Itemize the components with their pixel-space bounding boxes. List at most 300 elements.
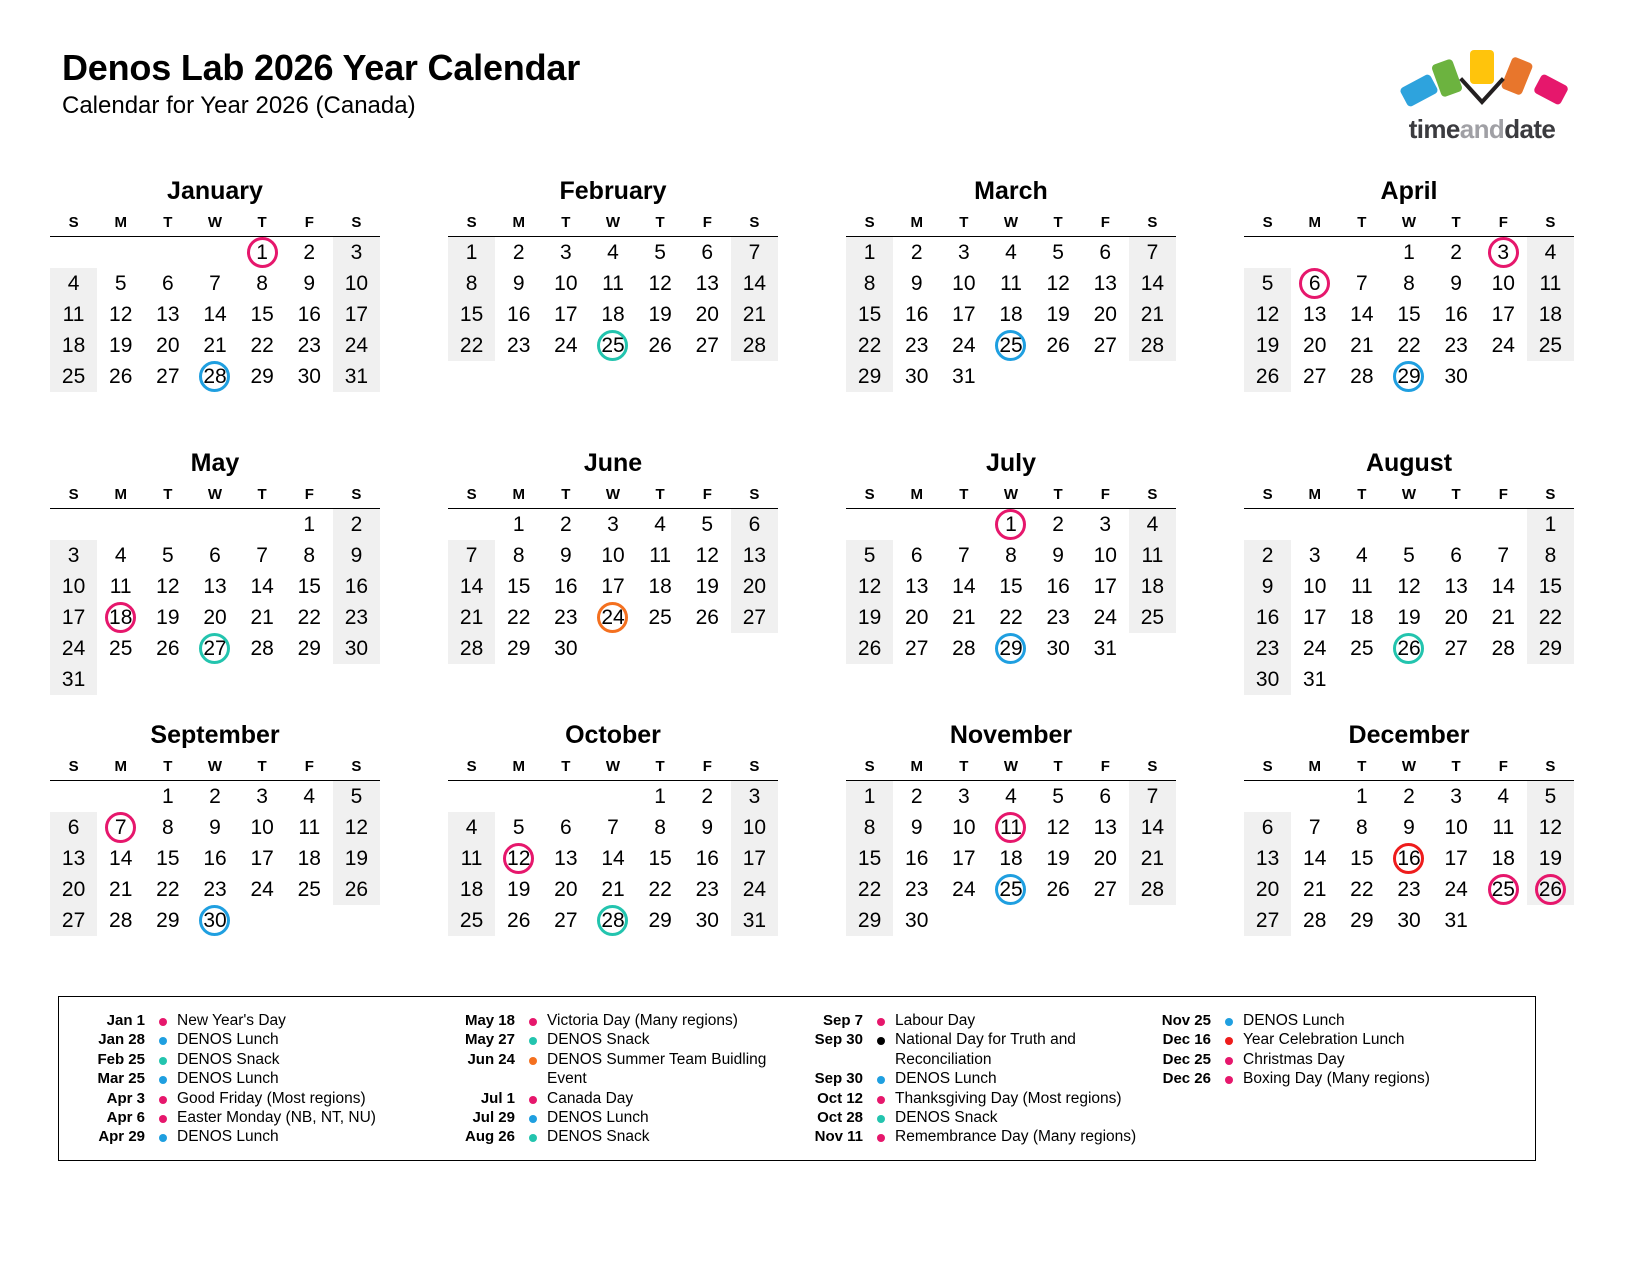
day-cell[interactable]	[191, 571, 238, 602]
day-cell[interactable]	[684, 905, 731, 936]
day-cell[interactable]	[495, 236, 542, 268]
day-cell[interactable]	[893, 361, 940, 392]
day-cell[interactable]	[1433, 330, 1480, 361]
day-cell[interactable]	[1433, 299, 1480, 330]
day-cell[interactable]	[1291, 905, 1338, 936]
day-cell[interactable]	[97, 299, 144, 330]
day-cell[interactable]	[589, 268, 636, 299]
day-cell[interactable]	[495, 602, 542, 633]
legend-item[interactable]	[799, 1089, 1147, 1108]
day-cell[interactable]	[637, 268, 684, 299]
day-cell[interactable]	[940, 540, 987, 571]
day-cell[interactable]	[1527, 236, 1574, 268]
day-cell[interactable]	[286, 540, 333, 571]
day-cell[interactable]	[50, 540, 97, 571]
day-cell[interactable]	[1385, 874, 1432, 905]
day-cell[interactable]	[286, 812, 333, 843]
day-cell[interactable]	[448, 540, 495, 571]
legend-item[interactable]	[799, 1011, 1147, 1030]
day-cell[interactable]	[1291, 812, 1338, 843]
day-cell[interactable]	[589, 540, 636, 571]
day-cell[interactable]	[97, 843, 144, 874]
day-cell[interactable]	[448, 874, 495, 905]
day-cell[interactable]	[97, 330, 144, 361]
day-cell[interactable]	[893, 299, 940, 330]
day-cell[interactable]	[1385, 361, 1432, 392]
day-cell[interactable]	[846, 361, 893, 392]
day-cell[interactable]	[589, 299, 636, 330]
day-cell[interactable]	[987, 299, 1034, 330]
day-cell[interactable]	[1035, 780, 1082, 812]
day-cell[interactable]	[846, 602, 893, 633]
day-cell[interactable]	[333, 633, 380, 664]
day-cell[interactable]	[684, 780, 731, 812]
day-cell[interactable]	[589, 602, 636, 633]
day-cell[interactable]	[97, 268, 144, 299]
day-cell[interactable]	[637, 874, 684, 905]
day-cell[interactable]	[239, 780, 286, 812]
day-cell[interactable]	[144, 330, 191, 361]
day-cell[interactable]	[144, 780, 191, 812]
day-cell[interactable]	[1433, 874, 1480, 905]
day-cell[interactable]	[987, 874, 1034, 905]
day-cell[interactable]	[1480, 843, 1527, 874]
day-cell[interactable]	[286, 571, 333, 602]
day-cell[interactable]	[542, 540, 589, 571]
day-cell[interactable]	[637, 843, 684, 874]
day-cell[interactable]	[542, 299, 589, 330]
day-cell[interactable]	[1385, 571, 1432, 602]
day-cell[interactable]	[893, 780, 940, 812]
day-cell[interactable]	[940, 780, 987, 812]
day-cell[interactable]	[495, 905, 542, 936]
day-cell[interactable]	[1035, 540, 1082, 571]
day-cell[interactable]	[1480, 299, 1527, 330]
day-cell[interactable]	[940, 571, 987, 602]
day-cell[interactable]	[239, 268, 286, 299]
day-cell[interactable]	[333, 299, 380, 330]
legend-item[interactable]	[81, 1089, 451, 1108]
day-cell[interactable]	[1035, 299, 1082, 330]
day-cell[interactable]	[50, 812, 97, 843]
day-cell[interactable]	[1527, 268, 1574, 299]
day-cell[interactable]	[940, 602, 987, 633]
day-cell[interactable]	[684, 874, 731, 905]
day-cell[interactable]	[987, 268, 1034, 299]
day-cell[interactable]	[542, 874, 589, 905]
day-cell[interactable]	[940, 874, 987, 905]
day-cell[interactable]	[286, 843, 333, 874]
day-cell[interactable]	[333, 268, 380, 299]
day-cell[interactable]	[589, 508, 636, 540]
day-cell[interactable]	[333, 780, 380, 812]
day-cell[interactable]	[495, 508, 542, 540]
day-cell[interactable]	[286, 602, 333, 633]
day-cell[interactable]	[1338, 905, 1385, 936]
day-cell[interactable]	[286, 874, 333, 905]
day-cell[interactable]	[1244, 268, 1291, 299]
day-cell[interactable]	[97, 571, 144, 602]
day-cell[interactable]	[846, 236, 893, 268]
day-cell[interactable]	[1385, 602, 1432, 633]
day-cell[interactable]	[50, 330, 97, 361]
day-cell[interactable]	[731, 268, 778, 299]
day-cell[interactable]	[448, 299, 495, 330]
day-cell[interactable]	[1035, 508, 1082, 540]
legend-item[interactable]	[81, 1050, 451, 1069]
day-cell[interactable]	[987, 236, 1034, 268]
day-cell[interactable]	[144, 571, 191, 602]
day-cell[interactable]	[1082, 633, 1129, 664]
day-cell[interactable]	[239, 330, 286, 361]
day-cell[interactable]	[637, 540, 684, 571]
day-cell[interactable]	[1291, 633, 1338, 664]
legend-item[interactable]	[81, 1011, 451, 1030]
day-cell[interactable]	[50, 299, 97, 330]
day-cell[interactable]	[1035, 236, 1082, 268]
day-cell[interactable]	[448, 843, 495, 874]
day-cell[interactable]	[1385, 268, 1432, 299]
legend-item[interactable]	[81, 1108, 451, 1127]
day-cell[interactable]	[1385, 330, 1432, 361]
day-cell[interactable]	[940, 633, 987, 664]
day-cell[interactable]	[940, 236, 987, 268]
day-cell[interactable]	[1433, 361, 1480, 392]
day-cell[interactable]	[1527, 780, 1574, 812]
day-cell[interactable]	[333, 236, 380, 268]
day-cell[interactable]	[1433, 633, 1480, 664]
day-cell[interactable]	[1480, 571, 1527, 602]
day-cell[interactable]	[1129, 236, 1176, 268]
day-cell[interactable]	[1480, 236, 1527, 268]
day-cell[interactable]	[1385, 843, 1432, 874]
day-cell[interactable]	[144, 268, 191, 299]
day-cell[interactable]	[1291, 361, 1338, 392]
day-cell[interactable]	[542, 330, 589, 361]
day-cell[interactable]	[97, 633, 144, 664]
day-cell[interactable]	[1291, 874, 1338, 905]
day-cell[interactable]	[637, 905, 684, 936]
day-cell[interactable]	[1244, 843, 1291, 874]
day-cell[interactable]	[1527, 330, 1574, 361]
day-cell[interactable]	[239, 602, 286, 633]
day-cell[interactable]	[987, 843, 1034, 874]
day-cell[interactable]	[1527, 571, 1574, 602]
day-cell[interactable]	[1433, 268, 1480, 299]
day-cell[interactable]	[1338, 540, 1385, 571]
day-cell[interactable]	[637, 602, 684, 633]
day-cell[interactable]	[893, 330, 940, 361]
day-cell[interactable]	[589, 571, 636, 602]
day-cell[interactable]	[1480, 268, 1527, 299]
day-cell[interactable]	[987, 780, 1034, 812]
day-cell[interactable]	[1082, 874, 1129, 905]
day-cell[interactable]	[448, 268, 495, 299]
day-cell[interactable]	[1527, 843, 1574, 874]
day-cell[interactable]	[1480, 540, 1527, 571]
day-cell[interactable]	[684, 236, 731, 268]
day-cell[interactable]	[637, 236, 684, 268]
day-cell[interactable]	[987, 508, 1034, 540]
day-cell[interactable]	[144, 361, 191, 392]
day-cell[interactable]	[1480, 602, 1527, 633]
day-cell[interactable]	[144, 843, 191, 874]
day-cell[interactable]	[333, 361, 380, 392]
day-cell[interactable]	[286, 268, 333, 299]
day-cell[interactable]	[1433, 843, 1480, 874]
day-cell[interactable]	[1385, 780, 1432, 812]
day-cell[interactable]	[1082, 330, 1129, 361]
day-cell[interactable]	[1244, 602, 1291, 633]
day-cell[interactable]	[1035, 874, 1082, 905]
day-cell[interactable]	[448, 571, 495, 602]
legend-item[interactable]	[799, 1127, 1147, 1146]
day-cell[interactable]	[239, 812, 286, 843]
day-cell[interactable]	[1480, 633, 1527, 664]
day-cell[interactable]	[495, 874, 542, 905]
day-cell[interactable]	[286, 236, 333, 268]
day-cell[interactable]	[286, 508, 333, 540]
day-cell[interactable]	[191, 780, 238, 812]
day-cell[interactable]	[286, 633, 333, 664]
day-cell[interactable]	[893, 540, 940, 571]
day-cell[interactable]	[1527, 602, 1574, 633]
day-cell[interactable]	[1338, 330, 1385, 361]
day-cell[interactable]	[97, 874, 144, 905]
day-cell[interactable]	[1338, 780, 1385, 812]
day-cell[interactable]	[940, 812, 987, 843]
day-cell[interactable]	[1244, 664, 1291, 695]
legend-item[interactable]	[1147, 1050, 1527, 1069]
day-cell[interactable]	[542, 508, 589, 540]
legend-item[interactable]	[451, 1050, 799, 1069]
day-cell[interactable]	[637, 508, 684, 540]
day-cell[interactable]	[1338, 633, 1385, 664]
day-cell[interactable]	[191, 361, 238, 392]
day-cell[interactable]	[1433, 236, 1480, 268]
legend-item[interactable]	[799, 1030, 1147, 1049]
day-cell[interactable]	[448, 236, 495, 268]
day-cell[interactable]	[1527, 299, 1574, 330]
day-cell[interactable]	[1082, 268, 1129, 299]
legend-item[interactable]	[1147, 1011, 1527, 1030]
day-cell[interactable]	[191, 299, 238, 330]
day-cell[interactable]	[448, 602, 495, 633]
day-cell[interactable]	[144, 633, 191, 664]
day-cell[interactable]	[940, 361, 987, 392]
day-cell[interactable]	[987, 540, 1034, 571]
day-cell[interactable]	[1244, 874, 1291, 905]
day-cell[interactable]	[333, 602, 380, 633]
day-cell[interactable]	[846, 330, 893, 361]
day-cell[interactable]	[542, 571, 589, 602]
day-cell[interactable]	[1129, 843, 1176, 874]
day-cell[interactable]	[893, 602, 940, 633]
day-cell[interactable]	[542, 812, 589, 843]
day-cell[interactable]	[1244, 905, 1291, 936]
day-cell[interactable]	[97, 361, 144, 392]
day-cell[interactable]	[144, 812, 191, 843]
day-cell[interactable]	[1291, 299, 1338, 330]
day-cell[interactable]	[542, 236, 589, 268]
day-cell[interactable]	[1291, 540, 1338, 571]
day-cell[interactable]	[1527, 874, 1574, 905]
day-cell[interactable]	[893, 633, 940, 664]
day-cell[interactable]	[846, 905, 893, 936]
day-cell[interactable]	[731, 874, 778, 905]
day-cell[interactable]	[731, 571, 778, 602]
day-cell[interactable]	[495, 540, 542, 571]
day-cell[interactable]	[731, 540, 778, 571]
day-cell[interactable]	[846, 633, 893, 664]
day-cell[interactable]	[191, 633, 238, 664]
legend-item[interactable]	[799, 1108, 1147, 1127]
day-cell[interactable]	[846, 571, 893, 602]
day-cell[interactable]	[1082, 602, 1129, 633]
legend-item[interactable]	[81, 1127, 451, 1146]
day-cell[interactable]	[1338, 812, 1385, 843]
day-cell[interactable]	[731, 843, 778, 874]
legend-item[interactable]	[799, 1069, 1147, 1088]
day-cell[interactable]	[1433, 812, 1480, 843]
day-cell[interactable]	[684, 540, 731, 571]
day-cell[interactable]	[542, 268, 589, 299]
day-cell[interactable]	[1129, 602, 1176, 633]
day-cell[interactable]	[1129, 330, 1176, 361]
day-cell[interactable]	[684, 602, 731, 633]
day-cell[interactable]	[1480, 874, 1527, 905]
day-cell[interactable]	[731, 905, 778, 936]
day-cell[interactable]	[495, 843, 542, 874]
day-cell[interactable]	[940, 843, 987, 874]
day-cell[interactable]	[333, 540, 380, 571]
day-cell[interactable]	[144, 299, 191, 330]
day-cell[interactable]	[97, 812, 144, 843]
day-cell[interactable]	[1433, 540, 1480, 571]
day-cell[interactable]	[589, 236, 636, 268]
day-cell[interactable]	[1035, 843, 1082, 874]
day-cell[interactable]	[286, 299, 333, 330]
day-cell[interactable]	[846, 268, 893, 299]
day-cell[interactable]	[684, 299, 731, 330]
day-cell[interactable]	[1338, 843, 1385, 874]
day-cell[interactable]	[333, 812, 380, 843]
day-cell[interactable]	[191, 268, 238, 299]
day-cell[interactable]	[495, 571, 542, 602]
day-cell[interactable]	[893, 236, 940, 268]
day-cell[interactable]	[239, 633, 286, 664]
day-cell[interactable]	[50, 843, 97, 874]
day-cell[interactable]	[589, 843, 636, 874]
day-cell[interactable]	[987, 812, 1034, 843]
day-cell[interactable]	[1082, 780, 1129, 812]
day-cell[interactable]	[1291, 268, 1338, 299]
day-cell[interactable]	[495, 268, 542, 299]
day-cell[interactable]	[239, 540, 286, 571]
day-cell[interactable]	[1385, 812, 1432, 843]
day-cell[interactable]	[239, 236, 286, 268]
day-cell[interactable]	[846, 874, 893, 905]
day-cell[interactable]	[1385, 905, 1432, 936]
day-cell[interactable]	[495, 633, 542, 664]
day-cell[interactable]	[239, 361, 286, 392]
day-cell[interactable]	[239, 843, 286, 874]
day-cell[interactable]	[940, 330, 987, 361]
day-cell[interactable]	[589, 874, 636, 905]
day-cell[interactable]	[286, 361, 333, 392]
day-cell[interactable]	[239, 874, 286, 905]
day-cell[interactable]	[1244, 361, 1291, 392]
day-cell[interactable]	[893, 843, 940, 874]
day-cell[interactable]	[1035, 633, 1082, 664]
day-cell[interactable]	[1480, 812, 1527, 843]
day-cell[interactable]	[589, 812, 636, 843]
day-cell[interactable]	[637, 330, 684, 361]
day-cell[interactable]	[1338, 874, 1385, 905]
day-cell[interactable]	[286, 330, 333, 361]
day-cell[interactable]	[50, 905, 97, 936]
day-cell[interactable]	[731, 812, 778, 843]
day-cell[interactable]	[1082, 843, 1129, 874]
day-cell[interactable]	[1291, 330, 1338, 361]
day-cell[interactable]	[144, 540, 191, 571]
day-cell[interactable]	[1244, 812, 1291, 843]
day-cell[interactable]	[1527, 540, 1574, 571]
day-cell[interactable]	[542, 633, 589, 664]
legend-item[interactable]	[81, 1069, 451, 1088]
day-cell[interactable]	[333, 571, 380, 602]
day-cell[interactable]	[1385, 540, 1432, 571]
day-cell[interactable]	[542, 602, 589, 633]
day-cell[interactable]	[1244, 330, 1291, 361]
day-cell[interactable]	[1244, 540, 1291, 571]
day-cell[interactable]	[1035, 571, 1082, 602]
day-cell[interactable]	[144, 874, 191, 905]
day-cell[interactable]	[1527, 508, 1574, 540]
day-cell[interactable]	[684, 812, 731, 843]
day-cell[interactable]	[1129, 268, 1176, 299]
day-cell[interactable]	[846, 540, 893, 571]
day-cell[interactable]	[1129, 874, 1176, 905]
day-cell[interactable]	[731, 236, 778, 268]
day-cell[interactable]	[1035, 812, 1082, 843]
day-cell[interactable]	[448, 812, 495, 843]
day-cell[interactable]	[1082, 540, 1129, 571]
day-cell[interactable]	[191, 540, 238, 571]
day-cell[interactable]	[893, 268, 940, 299]
day-cell[interactable]	[1082, 299, 1129, 330]
day-cell[interactable]	[1129, 780, 1176, 812]
day-cell[interactable]	[846, 780, 893, 812]
day-cell[interactable]	[1035, 602, 1082, 633]
day-cell[interactable]	[1433, 602, 1480, 633]
day-cell[interactable]	[940, 299, 987, 330]
day-cell[interactable]	[1082, 571, 1129, 602]
day-cell[interactable]	[637, 780, 684, 812]
day-cell[interactable]	[495, 812, 542, 843]
day-cell[interactable]	[50, 571, 97, 602]
day-cell[interactable]	[144, 602, 191, 633]
day-cell[interactable]	[846, 812, 893, 843]
day-cell[interactable]	[731, 508, 778, 540]
day-cell[interactable]	[50, 633, 97, 664]
day-cell[interactable]	[1338, 361, 1385, 392]
day-cell[interactable]	[1338, 299, 1385, 330]
day-cell[interactable]	[191, 812, 238, 843]
day-cell[interactable]	[1385, 633, 1432, 664]
day-cell[interactable]	[1035, 268, 1082, 299]
day-cell[interactable]	[893, 905, 940, 936]
